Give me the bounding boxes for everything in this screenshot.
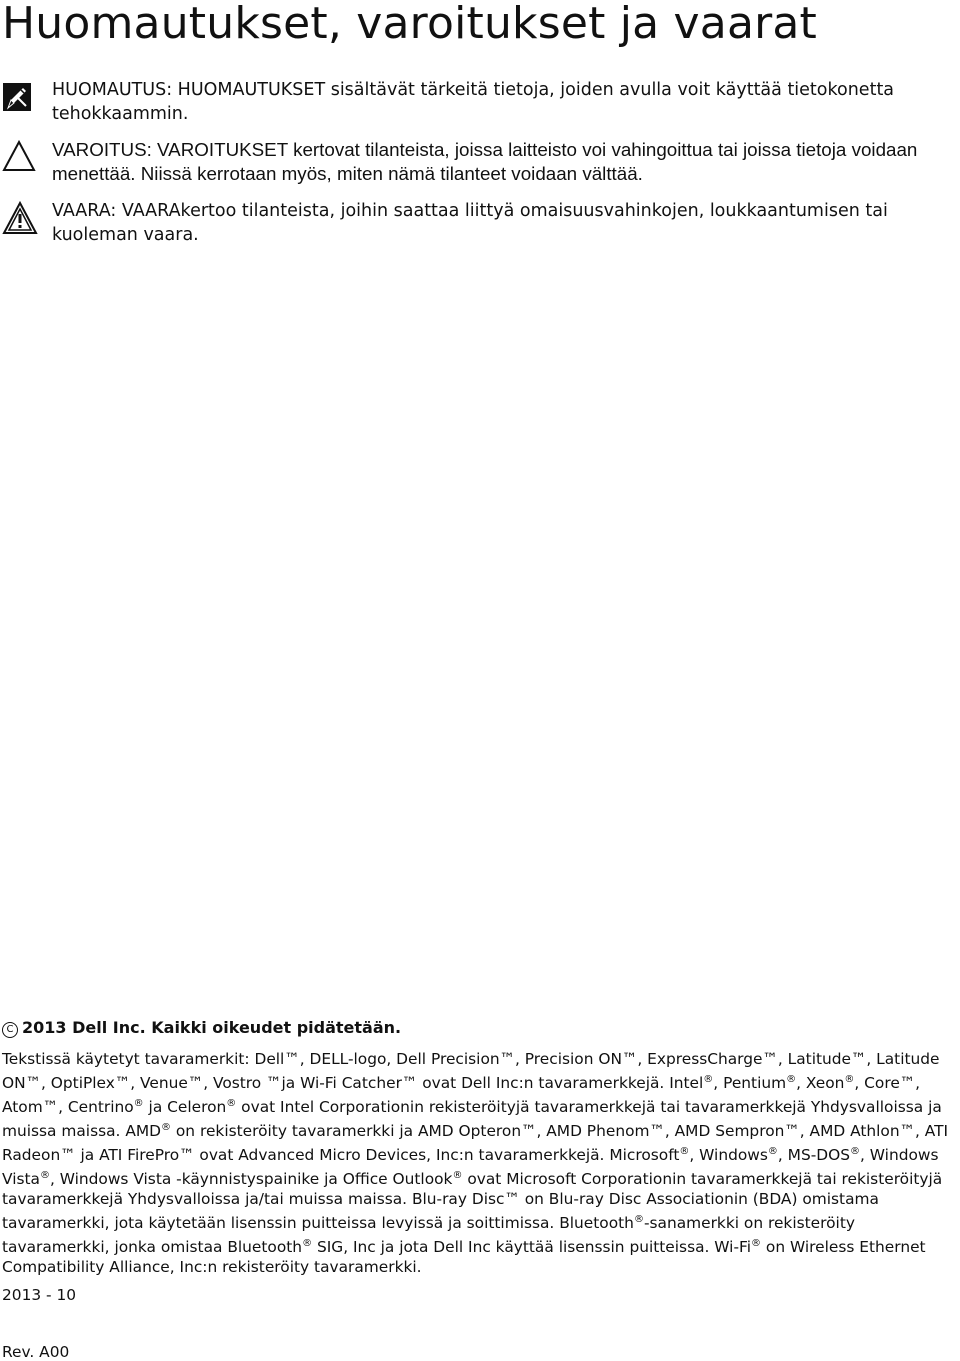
trademark-text: , Pentium bbox=[713, 1074, 787, 1093]
trademarks-paragraph bbox=[2, 1050, 960, 1278]
registered-mark: ® bbox=[39, 1170, 50, 1182]
registered-mark: ® bbox=[633, 1213, 644, 1225]
registered-mark: ® bbox=[302, 1238, 313, 1249]
warning-triangle-icon bbox=[2, 201, 38, 239]
registered-mark: ® bbox=[844, 1073, 855, 1085]
registered-mark: ® bbox=[850, 1146, 860, 1157]
registered-mark: ® bbox=[226, 1097, 237, 1109]
registered-mark: ® bbox=[703, 1073, 714, 1085]
trademark-text: , Windows bbox=[689, 1146, 768, 1165]
revision-label: Rev. A00 bbox=[2, 1343, 70, 1361]
trademark-text: , Core™, Atom™, Centrino bbox=[2, 1074, 921, 1117]
caution-triangle-icon bbox=[2, 140, 36, 176]
trademark-text: , Windows Vista bbox=[2, 1146, 939, 1189]
publication-date: 2013 - 10 bbox=[2, 1286, 77, 1304]
trademark-text: ovat Microsoft Corporationin tavaramerkkejä tai rekisteröityjä tavaramerkkejä Yhdysvalloissa ja/tai muissa maissa. Blu-ray Disc™ on Blu-ray Disc Associationin (BDA) omistama tavaramerkki, jota käytetään lisenssin puitteissa levyissä ja soittimissa. Bluetooth bbox=[2, 1170, 943, 1233]
trademark-text: on Wireless Ethernet Compatibility Alliance, Inc:n rekisteröity tavaramerkki. bbox=[2, 1238, 926, 1277]
registered-mark: ® bbox=[767, 1146, 778, 1157]
registered-mark: ® bbox=[452, 1170, 463, 1182]
note-text: HUOMAUTUS: HUOMAUTUKSET sisältävät tärkeitä tietoja, joiden avulla voit käyttää tietokonetta tehokkaammin. bbox=[52, 80, 895, 124]
trademark-text: -sanamerkki on rekisteröity tavaramerkki, jonka omistaa Bluetooth bbox=[2, 1214, 855, 1257]
registered-mark: ® bbox=[161, 1121, 171, 1133]
warning-text: VAARA: VAARAkertoo tilanteista, joihin saattaa liittyä omaisuusvahinkojen, loukkaantumisen tai kuoleman vaara. bbox=[52, 201, 888, 245]
note-pencil-icon bbox=[2, 82, 32, 116]
registered-mark: ® bbox=[133, 1097, 144, 1109]
copyright-line bbox=[2, 1018, 401, 1038]
trademark-text: , Windows Vista -käynnistyspainike ja Office Outlook bbox=[49, 1170, 453, 1189]
page-title: Huomautukset, varoitukset ja vaarat bbox=[2, 0, 818, 49]
trademark-text: SIG, Inc ja jota Dell Inc käyttää lisenssin puitteissa. Wi-Fi bbox=[312, 1238, 752, 1257]
registered-mark: ® bbox=[679, 1146, 690, 1157]
registered-mark: ® bbox=[751, 1238, 762, 1249]
trademark-text: , MS-DOS bbox=[777, 1146, 850, 1165]
trademark-text: Tekstissä käytetyt tavaramerkit: Dell™, DELL-logo, Dell Precision™, Precision ON™, ExpressCharge™, Latitude™, Latitude ON™, OptiPlex™, Venue™, Vostro ™ja Wi-Fi Catcher™ ovat Dell Inc:n tavaramerkkejä. Intel bbox=[2, 1050, 940, 1093]
caution-text: VAROITUS: VAROITUKSET kertovat tilanteista, joissa laitteisto voi vahingoittua tai joissa tietoja voidaan menettää. Niissä kerrotaan myös, miten nämä tilanteet voidaan välttää. bbox=[52, 139, 918, 184]
trademark-text: , Xeon bbox=[796, 1074, 845, 1093]
copyright-text: 2013 Dell Inc. Kaikki oikeudet pidätetään. bbox=[22, 1018, 402, 1037]
trademark-text: ja Celeron bbox=[143, 1098, 227, 1117]
registered-mark: ® bbox=[786, 1073, 797, 1085]
trademark-text: on rekisteröity tavaramerkki ja AMD Opteron™, AMD Phenom™, AMD Sempron™, AMD Athlon™, ATI Radeon™ ja ATI FirePro™ ovat Advanced Micro Devices, Inc:n tavaramerkkejä. Microsoft bbox=[2, 1122, 949, 1165]
trademark-text: ovat Intel Corporationin rekisteröityjä tavaramerkkejä tai tavaramerkkejä Yhdysvalloissa ja muissa maissa. AMD bbox=[2, 1098, 942, 1141]
copyright-icon: C bbox=[2, 1022, 18, 1038]
